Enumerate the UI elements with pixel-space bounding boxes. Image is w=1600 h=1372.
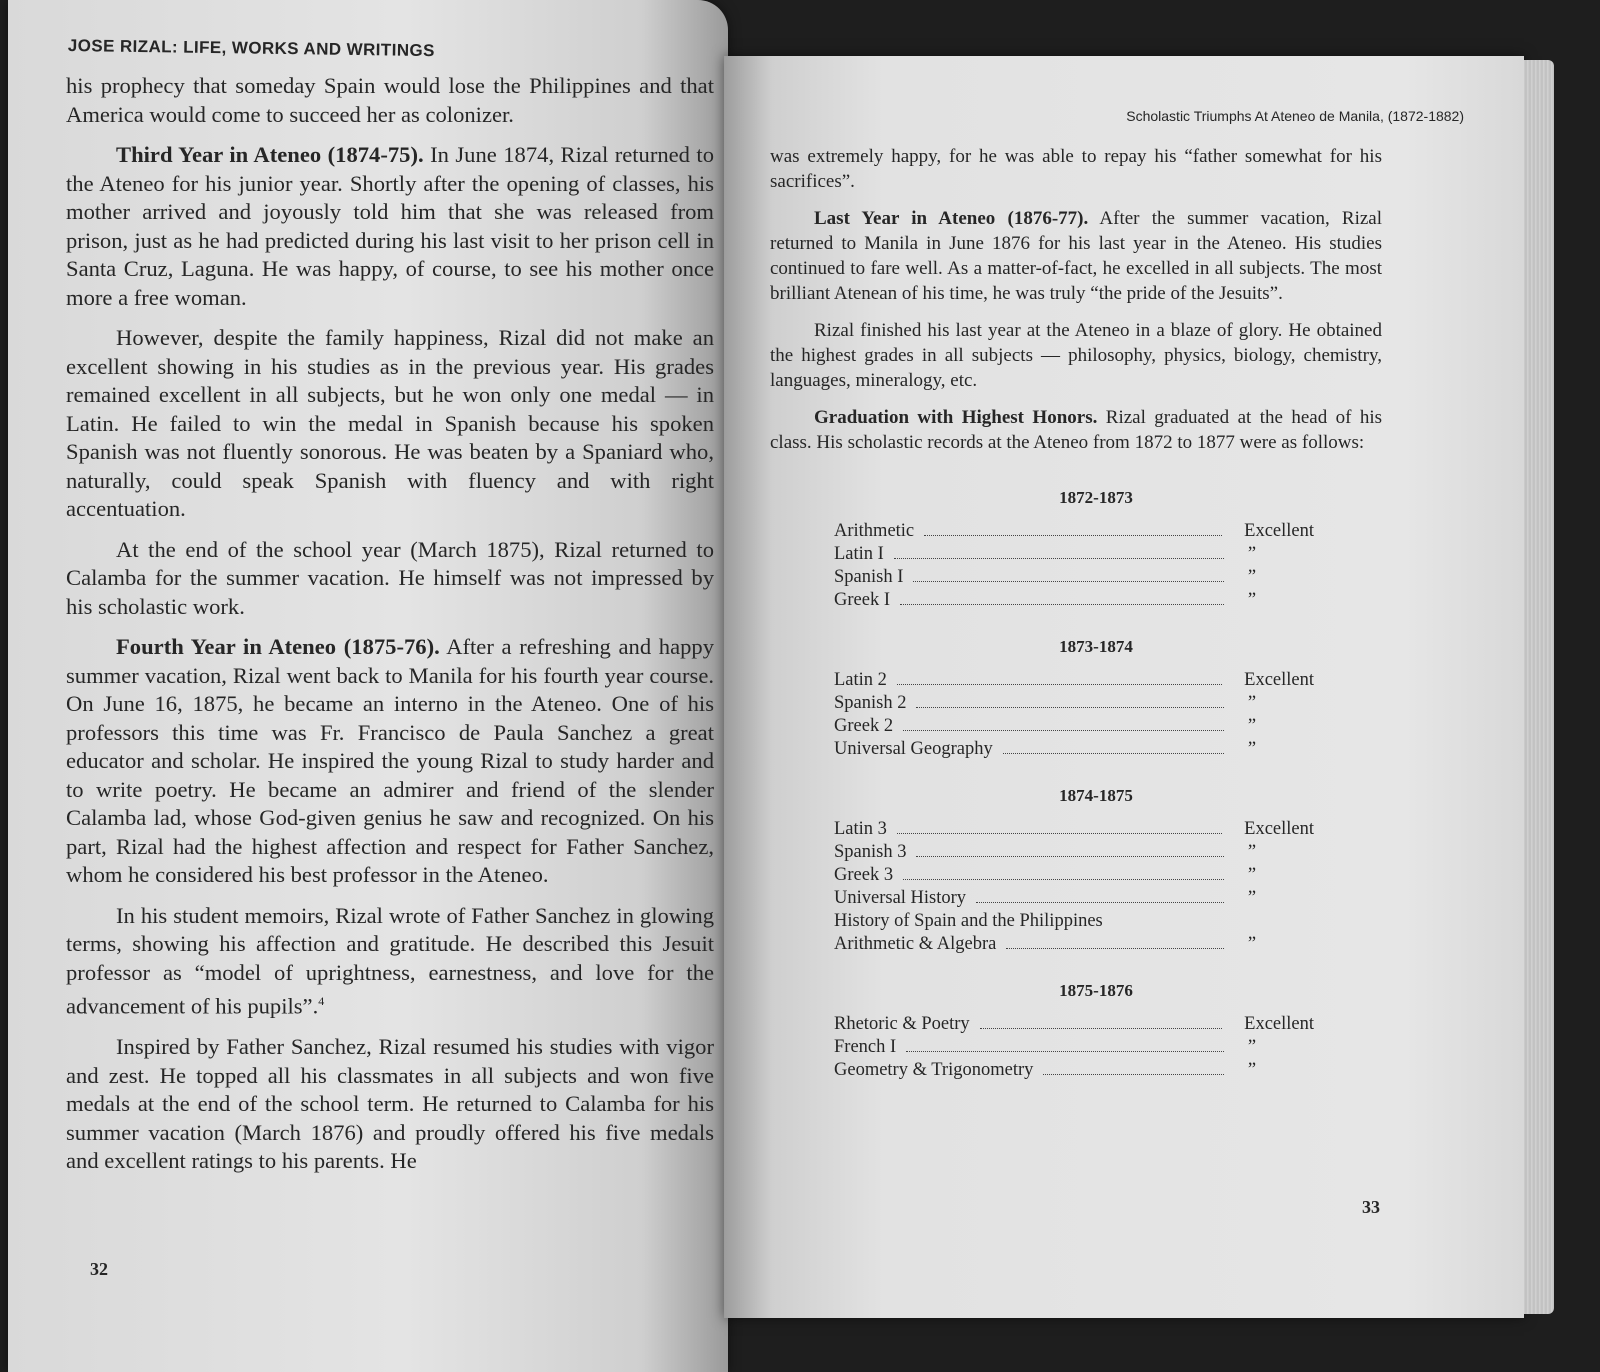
subject-name: Greek 3 xyxy=(834,865,894,885)
dot-leader xyxy=(894,558,1224,559)
subject-grade: ” xyxy=(1247,567,1257,587)
subject-row xyxy=(834,715,1314,738)
subject-row xyxy=(834,692,1314,715)
section-heading: Fourth Year in Ateneo (1875-76). xyxy=(116,634,440,659)
section-heading: Last Year in Ateneo (1876-77). xyxy=(814,208,1089,229)
paragraph xyxy=(66,141,714,312)
subject-name: Arithmetic xyxy=(834,521,915,541)
subject-name: Latin I xyxy=(834,544,884,564)
dot-leader xyxy=(916,856,1224,857)
subject-row xyxy=(834,1036,1314,1059)
subject-name: Latin 3 xyxy=(834,819,887,839)
subject-grade: ” xyxy=(1247,693,1257,713)
subject-grade: ” xyxy=(1247,888,1257,908)
dot-leader xyxy=(976,902,1224,903)
dot-leader xyxy=(897,833,1222,834)
year-title: 1873-1874 xyxy=(1059,637,1133,656)
page-number: 32 xyxy=(90,1259,108,1279)
paragraph-text: Rizal finished his last year at the Ateneo in a blaze of glory. He obtained the highest grades in all subjects — philosophy, physics, biology, chemistry, languages, mineralogy, etc. xyxy=(770,320,1382,391)
paragraph-text: After a refreshing and happy summer vacation, Rizal went back to Manila for his fourth year course. On June 16, 1875, he became an interno in the Ateneo. One of his professors this time was Fr. Francisco de Paula Sanchez a great educator and scholar. He inspired the young Rizal to study harder and to write poetry. He became an admirer and friend of the slender Calamba lad, whose God-given genius he saw and recognized. On his part, Rizal had the highest affection and respect for Father Sanchez, whom he considered his best professor in the Ateneo. xyxy=(66,634,715,887)
subject-row xyxy=(834,910,1314,933)
year-title: 1874-1875 xyxy=(1059,786,1133,805)
subject-row xyxy=(834,738,1314,761)
subject-name: Spanish 2 xyxy=(834,693,907,713)
year-block xyxy=(770,485,1382,612)
paragraph xyxy=(66,633,714,890)
subject-grade: Excellent xyxy=(1244,819,1314,839)
subject-name: Spanish 3 xyxy=(834,842,907,862)
dot-leader xyxy=(924,535,1222,536)
subject-row xyxy=(834,566,1314,589)
subject-grade: Excellent xyxy=(1244,1014,1314,1034)
paragraph xyxy=(770,144,1382,194)
left-page xyxy=(8,0,728,1372)
paragraph-text: In his student memoirs, Rizal wrote of Father Sanchez in glowing terms, showing his affection and gratitude. He described this Jesuit professor as “model of uprightness, earnestness, and love for the advancement of his pupils”. xyxy=(66,902,714,1019)
subject-row xyxy=(834,589,1314,612)
subject-name: Greek I xyxy=(834,590,890,610)
dot-leader xyxy=(980,1028,1222,1029)
dot-leader xyxy=(916,707,1224,708)
subject-row xyxy=(834,933,1314,956)
subject-name: Universal History xyxy=(834,888,967,908)
page-number: 33 xyxy=(1362,1197,1380,1217)
running-head: Scholastic Triumphs At Ateneo de Manila, (1872-1882) xyxy=(1126,108,1464,124)
subject-row xyxy=(834,1013,1314,1036)
dot-leader xyxy=(1043,1074,1224,1075)
subject-name: Arithmetic & Algebra xyxy=(834,934,997,954)
section-heading: Graduation with Highest Honors. xyxy=(814,407,1098,428)
subject-grade: ” xyxy=(1247,544,1257,564)
paragraph-text: was extremely happy, for he was able to repay his “father somewhat for his sacrifices”. xyxy=(770,146,1382,192)
subject-name: Geometry & Trigonometry xyxy=(834,1060,1034,1080)
subject-row xyxy=(834,1059,1314,1082)
paragraph-text: Rizal graduated at the head of his class. His scholastic records at the Ateneo from 1872 to 1877 were as follows: xyxy=(770,407,1383,453)
section-heading: Third Year in Ateneo (1874-75). xyxy=(116,142,424,167)
paragraph xyxy=(66,902,714,1022)
paragraph xyxy=(66,324,714,524)
subject-name: Latin 2 xyxy=(834,670,887,690)
subject-grade: ” xyxy=(1247,1037,1257,1057)
paragraph xyxy=(66,1033,714,1176)
left-text-column xyxy=(66,72,714,1188)
right-text-column xyxy=(770,144,1382,1104)
paragraph xyxy=(770,318,1382,393)
paragraph xyxy=(770,405,1382,455)
subject-grade: ” xyxy=(1247,739,1257,759)
dot-leader xyxy=(903,730,1224,731)
scholastic-records xyxy=(770,485,1382,1082)
dot-leader xyxy=(913,581,1224,582)
subject-row xyxy=(834,543,1314,566)
subject-grade: ” xyxy=(1247,590,1257,610)
subject-name: Rhetoric & Poetry xyxy=(834,1014,970,1034)
subject-grade: Excellent xyxy=(1244,670,1314,690)
year-block xyxy=(770,783,1382,956)
paragraph-text: However, despite the family happiness, Rizal did not make an excellent showing in his studies as in the previous year. His grades remained excellent in all subjects, but he won only one medal — in Latin. He failed to win the medal in Spanish because his spoken Spanish was not fluently sonorous. He was beaten by a Spaniard who, naturally, could speak Spanish with fluency and with right accentuation. xyxy=(66,325,714,521)
subject-name: Spanish I xyxy=(834,567,904,587)
subject-grade: Excellent xyxy=(1244,521,1314,541)
dot-leader xyxy=(906,1051,1224,1052)
running-head: JOSE RIZAL: LIFE, WORKS AND WRITINGS xyxy=(67,36,435,61)
right-page xyxy=(724,56,1524,1318)
subject-row xyxy=(834,864,1314,887)
subject-name: History of Spain and the Philippines xyxy=(834,911,1103,931)
dot-leader xyxy=(1003,753,1224,754)
subject-row xyxy=(834,818,1314,841)
year-block xyxy=(770,634,1382,761)
subject-grade: ” xyxy=(1247,716,1257,736)
subject-name: French I xyxy=(834,1037,897,1057)
subject-grade: ” xyxy=(1247,1060,1257,1080)
paragraph xyxy=(66,72,714,129)
paragraph xyxy=(66,536,714,622)
dot-leader xyxy=(1006,948,1224,949)
subject-row xyxy=(834,520,1314,543)
subject-row xyxy=(834,669,1314,692)
dot-leader xyxy=(900,604,1224,605)
subject-grade: ” xyxy=(1247,865,1257,885)
paragraph-text: In June 1874, Rizal returned to the Ateneo for his junior year. Shortly after the opening of classes, his mother arrived and joyously told him that she was released from prison, just as he had predicted during his last visit to her prison cell in Santa Cruz, Laguna. He was happy, of course, to see his mother once more a free woman. xyxy=(66,142,714,310)
dot-leader xyxy=(903,879,1224,880)
subject-row xyxy=(834,841,1314,864)
year-block xyxy=(770,978,1382,1082)
paragraph-text: After the summer vacation, Rizal returned to Manila in June 1876 for his last year in the Ateneo. His studies continued to fare well. As a matter-of-fact, he excelled in all subjects. The most brilliant Atenean of his time, he was truly “the pride of the Jesuits”. xyxy=(770,208,1383,304)
paragraph-text: At the end of the school year (March 1875), Rizal returned to Calamba for the summer vacation. He himself was not impressed by his scholastic work. xyxy=(66,536,714,619)
footnote-ref: 4 xyxy=(318,994,325,1008)
year-title: 1875-1876 xyxy=(1059,981,1133,1000)
subject-name: Greek 2 xyxy=(834,716,894,736)
page-block-edge xyxy=(1524,60,1554,1314)
subject-grade: ” xyxy=(1247,842,1257,862)
subject-grade: ” xyxy=(1247,934,1257,954)
year-title: 1872-1873 xyxy=(1059,488,1133,507)
subject-name: Universal Geography xyxy=(834,739,993,759)
paragraph-text: Inspired by Father Sanchez, Rizal resumed his studies with vigor and zest. He topped all his classmates in all subjects and won five medals at the end of the school term. He returned to Calamba for his summer vacation (March 1876) and proudly offered his five medals and excellent ratings to his parents. He xyxy=(66,1034,714,1174)
dot-leader xyxy=(897,684,1222,685)
paragraph-text: his prophecy that someday Spain would lose the Philippines and that America would come to succeed her as colonizer. xyxy=(66,73,714,127)
paragraph xyxy=(770,206,1382,306)
subject-row xyxy=(834,887,1314,910)
